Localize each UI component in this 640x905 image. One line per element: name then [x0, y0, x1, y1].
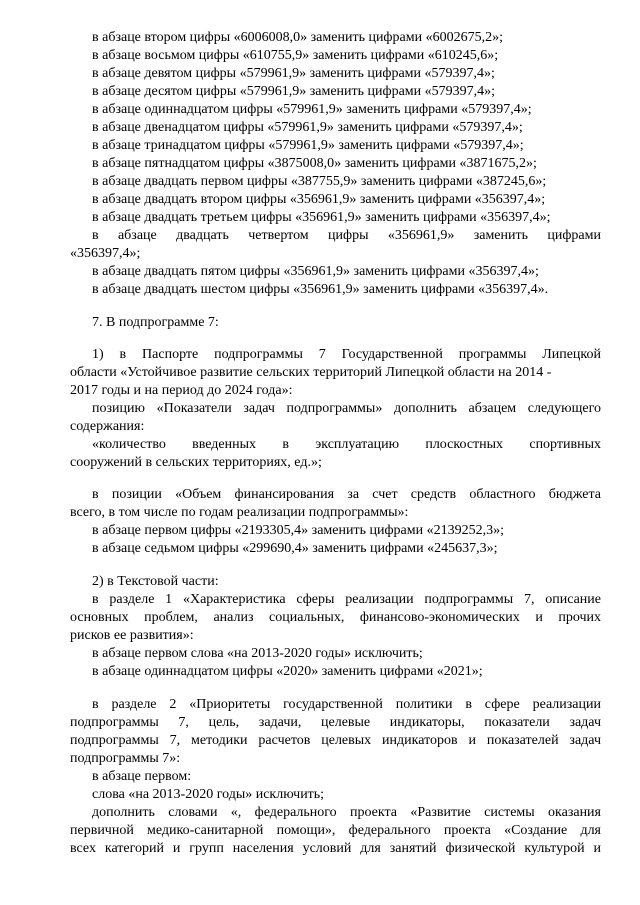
- text-line: сооружений в сельских территориях, ед.»;: [70, 455, 322, 470]
- text-line: в абзаце одиннадцатом цифры «2020» заменить цифрами «2021»;: [92, 664, 483, 679]
- text-line: в абзаце восьмом цифры «610755,9» заменить цифрами «610245,6»;: [92, 48, 499, 63]
- text-line: в абзаце двадцать пятом цифры «356961,9» заменить цифрами «356397,4»;: [92, 264, 539, 279]
- text-line: «количество введенных в эксплуатацию плоскостных спортивных: [92, 437, 601, 452]
- text-line: первичной медико-санитарной помощи», федерального проекта «Создание для: [70, 823, 601, 838]
- text-line: в абзаце пятнадцатом цифры «3875008,0» заменить цифрами «3871675,2»;: [92, 156, 537, 171]
- text-line: в абзаце двадцать шестом цифры «356961,9» заменить цифрами «356397,4».: [92, 282, 549, 297]
- text-line: подпрограммы 7, методики расчетов целевых индикаторов и показателей задач: [70, 733, 601, 748]
- text-line: всего, в том числе по годам реализации подпрограммы»:: [70, 505, 409, 520]
- text-line: области «Устойчивое развитие сельских территорий Липецкой области на 2014 -: [70, 365, 552, 380]
- section-heading: 7. В подпрограмме 7:: [92, 315, 219, 330]
- text-line: в позиции «Объем финансирования за счет средств областного бюджета: [92, 487, 601, 502]
- text-line: в абзаце первом:: [92, 769, 192, 784]
- text-line: «356397,4»;: [70, 246, 141, 261]
- text-line: всех категорий и групп населения условий для занятий физической культурой и: [70, 841, 601, 856]
- text-line: в абзаце первом цифры «2193305,4» заменить цифрами «2139252,3»;: [92, 523, 504, 538]
- text-line: в абзаце седьмом цифры «299690,4» заменить цифрами «245637,3»;: [92, 541, 498, 556]
- section-heading: 2) в Текстовой части:: [92, 574, 219, 589]
- text-line: в разделе 1 «Характеристика сферы реализации подпрограммы 7, описание: [92, 592, 601, 607]
- text-line: в абзаце двадцать первом цифры «387755,9» заменить цифрами «387245,6»;: [92, 174, 547, 189]
- text-line: в разделе 2 «Приоритеты государственной политики в сфере реализации: [92, 697, 601, 712]
- text-line: 2017 годы и на период до 2024 года»:: [70, 383, 293, 398]
- text-line: подпрограммы 7»:: [70, 751, 181, 766]
- text-line: в абзаце двенадцатом цифры «579961,9» заменить цифрами «579397,4»;: [92, 120, 523, 135]
- text-line: содержания:: [70, 419, 145, 434]
- text-line: слова «на 2013-2020 годы» исключить;: [92, 787, 325, 802]
- text-line: в абзаце десятом цифры «579961,9» заменить цифрами «579397,4»;: [92, 84, 496, 99]
- text-line: позицию «Показатели задач подпрограммы» дополнить абзацем следующего: [92, 401, 601, 416]
- text-line: основных проблем, анализ социальных, финансово-экономических и прочих: [70, 610, 601, 625]
- text-line: в абзаце двадцать четвертом цифры «356961,9» заменить цифрами: [92, 228, 601, 243]
- text-line: в абзаце двадцать втором цифры «356961,9» заменить цифрами «356397,4»;: [92, 192, 546, 207]
- text-line: в абзаце тринадцатом цифры «579961,9» заменить цифрами «579397,4»;: [92, 138, 524, 153]
- text-line: в абзаце втором цифры «6006008,0» заменить цифрами «6002675,2»;: [92, 30, 503, 45]
- text-line: подпрограммы 7, цель, задачи, целевые индикаторы, показатели задач: [70, 715, 601, 730]
- text-line: в абзаце первом слова «на 2013-2020 годы» исключить;: [92, 646, 423, 661]
- text-line: 1) в Паспорте подпрограммы 7 Государственной программы Липецкой: [92, 347, 601, 362]
- text-line: в абзаце одиннадцатом цифры «579961,9» заменить цифрами «579397,4»;: [92, 102, 532, 117]
- text-line: в абзаце двадцать третьем цифры «356961,9» заменить цифрами «356397,4»;: [92, 210, 551, 225]
- text-line: рисков ее развития»:: [70, 628, 194, 643]
- text-line: в абзаце девятом цифры «579961,9» заменить цифрами «579397,4»;: [92, 66, 495, 81]
- text-line: дополнить словами «, федерального проекта «Развитие системы оказания: [92, 805, 601, 820]
